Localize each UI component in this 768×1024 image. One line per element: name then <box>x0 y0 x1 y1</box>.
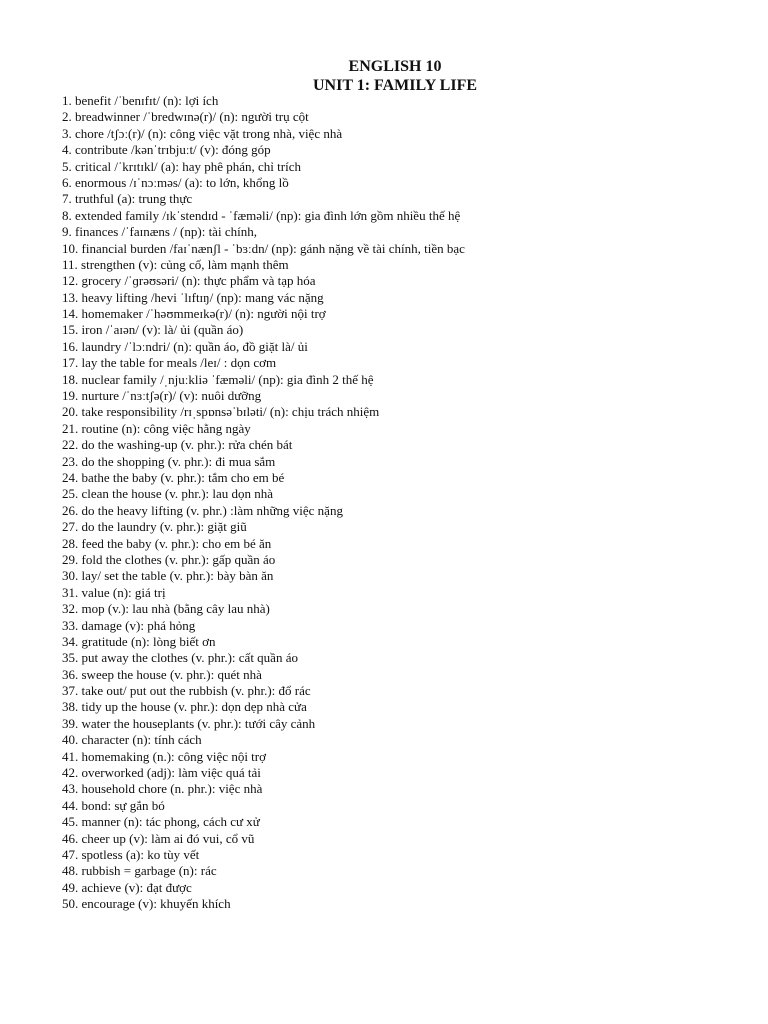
vocabulary-item: 47. spotless (a): ko tùy vết <box>62 846 200 862</box>
vocabulary-item: 41. homemaking (n.): công việc nội trợ <box>62 748 266 764</box>
vocabulary-item: 44. bond: sự gắn bó <box>62 797 165 813</box>
vocabulary-item: 4. contribute /kənˈtrɪbjuːt/ (v): đóng góp <box>62 142 271 158</box>
vocabulary-list <box>62 93 752 913</box>
vocabulary-item: 10. financial burden /faɪˈnænʃl - ˈbɜːdn/ (np): gánh nặng về tài chính, tiền bạc <box>62 240 465 256</box>
vocabulary-item: 38. tidy up the house (v. phr.): dọn dẹp nhà cửa <box>62 699 307 715</box>
vocabulary-item: 3. chore /tʃɔː(r)/ (n): công việc vặt trong nhà, việc nhà <box>62 125 343 141</box>
vocabulary-item: 50. encourage (v): khuyến khích <box>62 896 231 912</box>
vocabulary-item: 15. iron /ˈaɪən/ (v): là/ ủi (quần áo) <box>62 322 244 338</box>
vocabulary-item: 11. strengthen (v): củng cố, làm mạnh thêm <box>62 256 289 272</box>
vocabulary-item: 16. laundry /ˈlɔːndri/ (n): quần áo, đồ giặt là/ ủi <box>62 338 308 354</box>
vocabulary-item: 49. achieve (v): đạt được <box>62 879 192 895</box>
vocabulary-item: 37. take out/ put out the rubbish (v. phr.): đổ rác <box>62 683 311 699</box>
vocabulary-item: 22. do the washing-up (v. phr.): rửa chén bát <box>62 437 293 453</box>
vocabulary-item: 42. overworked (adj): làm việc quá tải <box>62 765 261 781</box>
vocabulary-item: 45. manner (n): tác phong, cách cư xử <box>62 814 260 830</box>
document-title: ENGLISH 10 <box>348 58 442 75</box>
vocabulary-item: 39. water the houseplants (v. phr.): tưới cây cảnh <box>62 715 316 731</box>
vocabulary-item: 25. clean the house (v. phr.): lau dọn nhà <box>62 486 274 502</box>
vocabulary-item: 7. truthful (a): trung thực <box>62 191 193 207</box>
vocabulary-item: 35. put away the clothes (v. phr.): cất quần áo <box>62 650 298 666</box>
vocabulary-item: 5. critical /ˈkrɪtɪkl/ (a): hay phê phán, chỉ trích <box>62 158 301 174</box>
vocabulary-item: 32. mop (v.): lau nhà (bằng cây lau nhà) <box>62 601 270 617</box>
vocabulary-item: 14. homemaker /ˈhəʊmmeɪkə(r)/ (n): người nội trợ <box>62 306 326 322</box>
vocabulary-item: 20. take responsibility /rɪˌspɒnsəˈbɪləti/ (n): chịu trách nhiệm <box>62 404 380 420</box>
vocabulary-item: 6. enormous /ɪˈnɔːməs/ (a): to lớn, khổng lồ <box>62 174 289 190</box>
vocabulary-item: 17. lay the table for meals /leɪ/ : dọn cơm <box>62 355 277 371</box>
unit-title: UNIT 1: FAMILY LIFE <box>312 77 478 94</box>
vocabulary-item: 23. do the shopping (v. phr.): đi mua sắm <box>62 453 276 469</box>
vocabulary-item: 21. routine (n): công việc hằng ngày <box>62 420 251 436</box>
vocabulary-item: 29. fold the clothes (v. phr.): gấp quần áo <box>62 551 276 567</box>
vocabulary-item: 40. character (n): tính cách <box>62 732 202 748</box>
vocabulary-item: 26. do the heavy lifting (v. phr.) :làm những việc nặng <box>62 502 343 518</box>
vocabulary-item: 46. cheer up (v): làm ai đó vui, cổ vũ <box>62 830 255 846</box>
vocabulary-item: 43. household chore (n. phr.): việc nhà <box>62 781 263 797</box>
vocabulary-item: 27. do the laundry (v. phr.): giặt giũ <box>62 519 247 535</box>
vocabulary-item: 18. nuclear family /ˌnjuːkliə ˈfæməli/ (np): gia đình 2 thế hệ <box>62 371 374 387</box>
vocabulary-item: 1. benefit /ˈbenɪfɪt/ (n): lợi ích <box>62 93 219 108</box>
vocabulary-item: 28. feed the baby (v. phr.): cho em bé ăn <box>62 535 272 551</box>
vocabulary-item: 2. breadwinner /ˈbredwɪnə(r)/ (n): người trụ cột <box>62 109 309 125</box>
vocabulary-item: 36. sweep the house (v. phr.): quét nhà <box>62 666 262 682</box>
vocabulary-item: 34. gratitude (n): lòng biết ơn <box>62 633 216 649</box>
vocabulary-item: 8. extended family /ɪkˈstendɪd - ˈfæməli/ (np): gia đình lớn gồm nhiều thế hệ <box>62 207 461 223</box>
vocabulary-item: 48. rubbish = garbage (n): rác <box>62 863 217 879</box>
vocabulary-item: 19. nurture /ˈnɜːtʃə(r)/ (v): nuôi dưỡng <box>62 388 262 404</box>
vocabulary-item: 31. value (n): giá trị <box>62 584 166 600</box>
vocabulary-item: 24. bathe the baby (v. phr.): tắm cho em bé <box>62 469 285 485</box>
vocabulary-item: 30. lay/ set the table (v. phr.): bày bàn ăn <box>62 568 274 584</box>
vocabulary-item: 12. grocery /ˈɡrəʊsəri/ (n): thực phẩm và tạp hóa <box>62 273 316 289</box>
vocabulary-item: 13. heavy lifting /hevi ˈlɪftɪŋ/ (np): mang vác nặng <box>62 289 324 305</box>
vocabulary-item: 9. finances /ˈfaɪnæns / (np): tài chính, <box>62 224 257 240</box>
vocabulary-item: 33. damage (v): phá hỏng <box>62 617 196 633</box>
